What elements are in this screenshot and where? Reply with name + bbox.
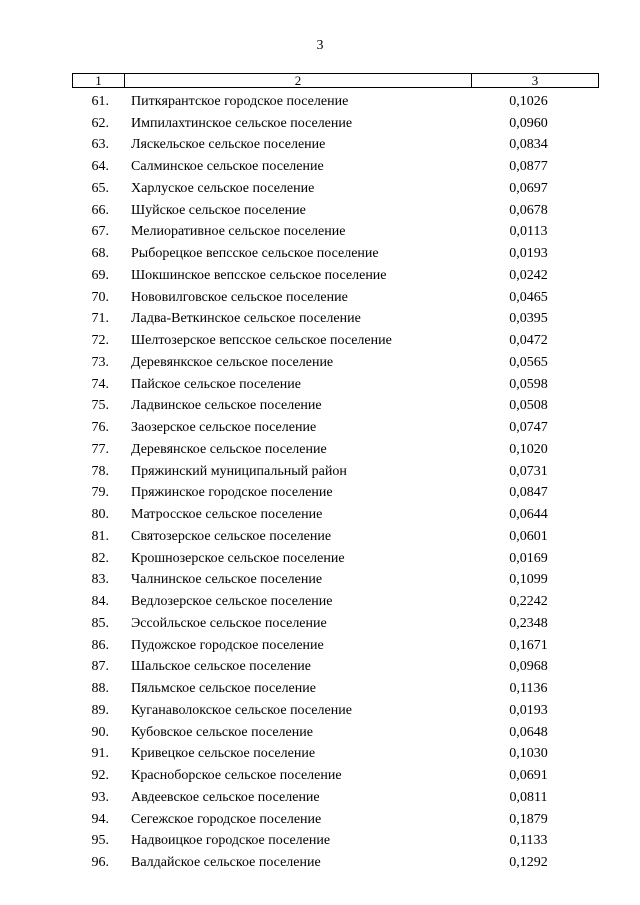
row-number: 80. — [91, 507, 109, 523]
table-row — [72, 570, 599, 592]
row-number: 67. — [91, 224, 109, 240]
table-row — [72, 831, 599, 853]
settlement-name: Рыборецкое вепсское сельское поселение — [131, 246, 379, 262]
settlement-name: Ведлозерское сельское поселение — [131, 594, 333, 610]
coefficient-value: 0,0508 — [509, 398, 548, 414]
table-row — [72, 700, 599, 722]
settlement-name: Шуйское сельское поселение — [131, 202, 306, 218]
table-row — [72, 287, 599, 309]
table-row — [72, 396, 599, 418]
settlement-name: Нововилговское сельское поселение — [131, 289, 348, 305]
coefficient-value: 0,0169 — [509, 550, 548, 566]
settlement-name: Шелтозерское вепсское сельское поселение — [131, 333, 392, 349]
column-header-2: 2 — [125, 74, 472, 87]
row-number: 94. — [91, 811, 109, 827]
page-number: 3 — [316, 38, 324, 53]
settlement-name: Заозерское сельское поселение — [131, 420, 317, 436]
row-number: 73. — [91, 354, 109, 370]
row-number: 70. — [91, 289, 109, 305]
row-number: 92. — [91, 768, 109, 784]
coefficient-value: 0,0731 — [509, 463, 548, 479]
settlement-name: Чалнинское сельское поселение — [131, 572, 323, 588]
coefficient-value: 0,1020 — [509, 441, 548, 457]
settlement-name: Ладва-Веткинское сельское поселение — [131, 311, 361, 327]
table-row — [72, 200, 599, 222]
row-number: 89. — [91, 702, 109, 718]
row-number: 68. — [91, 246, 109, 262]
coefficient-value: 0,0644 — [509, 507, 548, 523]
settlement-name: Ладвинское сельское поселение — [131, 398, 322, 414]
settlement-name: Пайское сельское поселение — [131, 376, 302, 392]
table-row — [72, 265, 599, 287]
coefficient-value: 0,0747 — [509, 420, 548, 436]
row-number: 76. — [91, 420, 109, 436]
row-number: 71. — [91, 311, 109, 327]
settlement-name: Святозерское сельское поселение — [131, 528, 332, 544]
row-number: 93. — [91, 789, 109, 805]
row-number: 64. — [91, 159, 109, 175]
settlement-name: Матросское сельское поселение — [131, 507, 323, 523]
coefficient-value: 0,0242 — [509, 267, 548, 283]
coefficient-value: 0,2348 — [509, 615, 548, 631]
coefficient-value: 0,0697 — [509, 180, 548, 196]
table-row — [72, 809, 599, 831]
settlement-name: Шальское сельское поселение — [131, 659, 312, 675]
table-row — [72, 678, 599, 700]
row-number: 75. — [91, 398, 109, 414]
coefficient-value: 0,0472 — [509, 333, 548, 349]
coefficient-value: 0,0811 — [509, 789, 548, 805]
coefficient-value: 0,2242 — [509, 594, 548, 610]
settlement-name: Шокшинское вепсское сельское поселение — [131, 267, 387, 283]
table-row — [72, 483, 599, 505]
table-row — [72, 91, 599, 113]
row-number: 61. — [91, 93, 109, 109]
table-row — [72, 787, 599, 809]
settlement-name: Пряжинский муниципальный район — [131, 463, 347, 479]
settlement-name: Авдеевское сельское поселение — [131, 789, 320, 805]
row-number: 82. — [91, 550, 109, 566]
settlement-name: Харлуское сельское поселение — [131, 180, 315, 196]
table-row — [72, 635, 599, 657]
coefficient-value: 0,0847 — [509, 485, 548, 501]
coefficient-value: 0,0598 — [509, 376, 548, 392]
settlement-name: Кубовское сельское поселение — [131, 724, 313, 740]
settlement-name: Валдайское сельское поселение — [131, 855, 321, 871]
table-row — [72, 526, 599, 548]
coefficient-value: 0,0877 — [509, 159, 548, 175]
coefficient-value: 0,0648 — [509, 724, 548, 740]
column-header-1: 1 — [73, 74, 125, 87]
row-number: 62. — [91, 115, 109, 131]
table-row — [72, 156, 599, 178]
coefficient-value: 0,1292 — [509, 855, 548, 871]
row-number: 83. — [91, 572, 109, 588]
settlement-name: Салминское сельское поселение — [131, 159, 324, 175]
table-row — [72, 135, 599, 157]
row-number: 69. — [91, 267, 109, 283]
settlement-name: Кривецкое сельское поселение — [131, 746, 316, 762]
settlement-name: Эссойльское сельское поселение — [131, 615, 327, 631]
table-row — [72, 461, 599, 483]
row-number: 78. — [91, 463, 109, 479]
settlement-name: Крошнозерское сельское поселение — [131, 550, 345, 566]
data-table — [72, 73, 599, 874]
coefficient-value: 0,0193 — [509, 702, 548, 718]
coefficient-value: 0,0691 — [509, 768, 548, 784]
row-number: 74. — [91, 376, 109, 392]
coefficient-value: 0,1136 — [509, 681, 548, 697]
table-row — [72, 852, 599, 874]
settlement-name: Куганаволокское сельское поселение — [131, 702, 352, 718]
row-number: 85. — [91, 615, 109, 631]
table-row — [72, 765, 599, 787]
row-number: 66. — [91, 202, 109, 218]
table-row — [72, 504, 599, 526]
coefficient-value: 0,0601 — [509, 528, 548, 544]
coefficient-value: 0,0968 — [509, 659, 548, 675]
coefficient-value: 0,1671 — [509, 637, 548, 653]
settlement-name: Импилахтинское сельское поселение — [131, 115, 353, 131]
table-row — [72, 439, 599, 461]
row-number: 65. — [91, 180, 109, 196]
settlement-name: Пряжинское городское поселение — [131, 485, 333, 501]
table-row — [72, 309, 599, 331]
table-row — [72, 722, 599, 744]
row-number: 86. — [91, 637, 109, 653]
row-number: 79. — [91, 485, 109, 501]
settlement-name: Деревянкское сельское поселение — [131, 354, 334, 370]
coefficient-value: 0,0113 — [509, 224, 548, 240]
table-row — [72, 591, 599, 613]
settlement-name: Сегежское городское поселение — [131, 811, 322, 827]
row-number: 88. — [91, 681, 109, 697]
table-row — [72, 243, 599, 265]
row-number: 77. — [91, 441, 109, 457]
coefficient-value: 0,0465 — [509, 289, 548, 305]
coefficient-value: 0,0960 — [509, 115, 548, 131]
table-row — [72, 374, 599, 396]
row-number: 87. — [91, 659, 109, 675]
table-row — [72, 548, 599, 570]
coefficient-value: 0,1099 — [509, 572, 548, 588]
table-row — [72, 657, 599, 679]
settlement-name: Пяльмское сельское поселение — [131, 681, 316, 697]
row-number: 90. — [91, 724, 109, 740]
row-number: 95. — [91, 833, 109, 849]
row-number: 72. — [91, 333, 109, 349]
coefficient-value: 0,0395 — [509, 311, 548, 327]
row-number: 91. — [91, 746, 109, 762]
table-row — [72, 417, 599, 439]
coefficient-value: 0,0834 — [509, 137, 548, 153]
coefficient-value: 0,1133 — [509, 833, 548, 849]
coefficient-value: 0,1030 — [509, 746, 548, 762]
coefficient-value: 0,0193 — [509, 246, 548, 262]
settlement-name: Мелиоративное сельское поселение — [131, 224, 346, 240]
table-row — [72, 113, 599, 135]
settlement-name: Красноборское сельское поселение — [131, 768, 342, 784]
table-row — [72, 222, 599, 244]
table-row — [72, 744, 599, 766]
settlement-name: Ляскельское сельское поселение — [131, 137, 326, 153]
settlement-name: Питкярантское городское поселение — [131, 93, 349, 109]
settlement-name: Надвоицкое городское поселение — [131, 833, 331, 849]
coefficient-value: 0,1026 — [509, 93, 548, 109]
settlement-name: Пудожское городское поселение — [131, 637, 324, 653]
column-header-3: 3 — [531, 73, 539, 88]
table-row — [72, 178, 599, 200]
coefficient-value: 0,1879 — [509, 811, 548, 827]
row-number: 84. — [91, 594, 109, 610]
table-header-row — [72, 73, 599, 88]
coefficient-value: 0,0565 — [509, 354, 548, 370]
row-number: 81. — [91, 528, 109, 544]
table-row — [72, 352, 599, 374]
coefficient-value: 0,0678 — [509, 202, 548, 218]
row-number: 63. — [91, 137, 109, 153]
settlement-name: Деревянское сельское поселение — [131, 441, 327, 457]
table-body — [72, 91, 599, 874]
row-number: 96. — [91, 855, 109, 871]
table-row — [72, 613, 599, 635]
table-row — [72, 330, 599, 352]
